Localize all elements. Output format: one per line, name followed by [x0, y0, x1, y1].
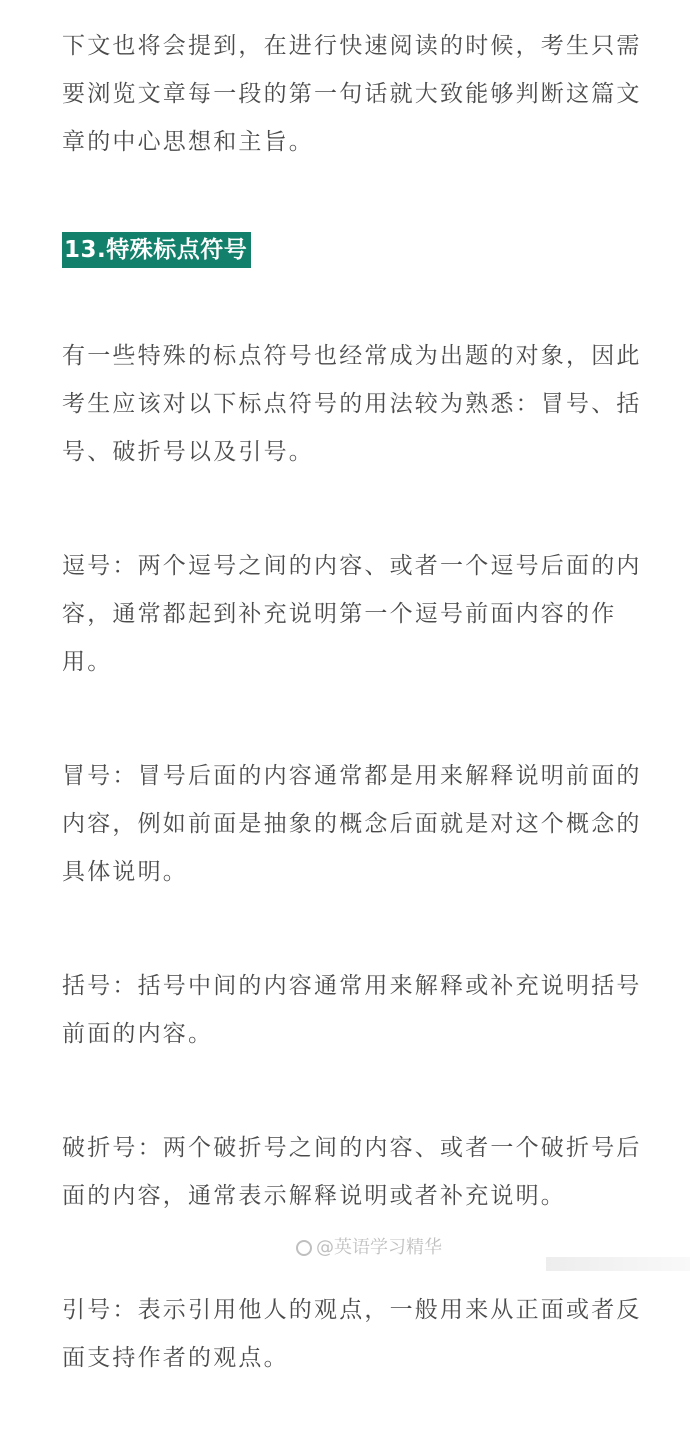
parentheses-paragraph: 括号：括号中间的内容通常用来解释或补充说明括号前面的内容。 [62, 973, 642, 1047]
article-body [62, 22, 652, 1448]
watermark-text: @英语学习精华 [316, 1237, 442, 1258]
dash-paragraph: 破折号：两个破折号之间的内容、或者一个破折号后面的内容，通常表示解释说明或者补充说明。 [62, 1135, 642, 1209]
watermark-trail [546, 1257, 690, 1271]
watermark [296, 1236, 442, 1260]
section-heading-wrap [62, 232, 652, 268]
intro-paragraph: 下文也将会提到，在进行快速阅读的时候，考生只需要浏览文章每一段的第一句话就大致能够判断这篇文章的中心思想和主旨。 [62, 33, 642, 155]
section-heading: 13.特殊标点符号 [62, 232, 251, 268]
quotation-paragraph: 引号：表示引用他人的观点，一般用来从正面或者反面支持作者的观点。 [62, 1297, 642, 1371]
section-intro-paragraph: 有一些特殊的标点符号也经常成为出题的对象，因此考生应该对以下标点符号的用法较为熟悉：冒号、括号、破折号以及引号。 [62, 343, 642, 465]
colon-paragraph: 冒号：冒号后面的内容通常都是用来解释说明前面的内容，例如前面是抽象的概念后面就是对这个概念的具体说明。 [62, 763, 642, 885]
weibo-icon [296, 1240, 312, 1256]
comma-paragraph: 逗号：两个逗号之间的内容、或者一个逗号后面的内容，通常都起到补充说明第一个逗号前面内容的作用。 [62, 553, 642, 675]
